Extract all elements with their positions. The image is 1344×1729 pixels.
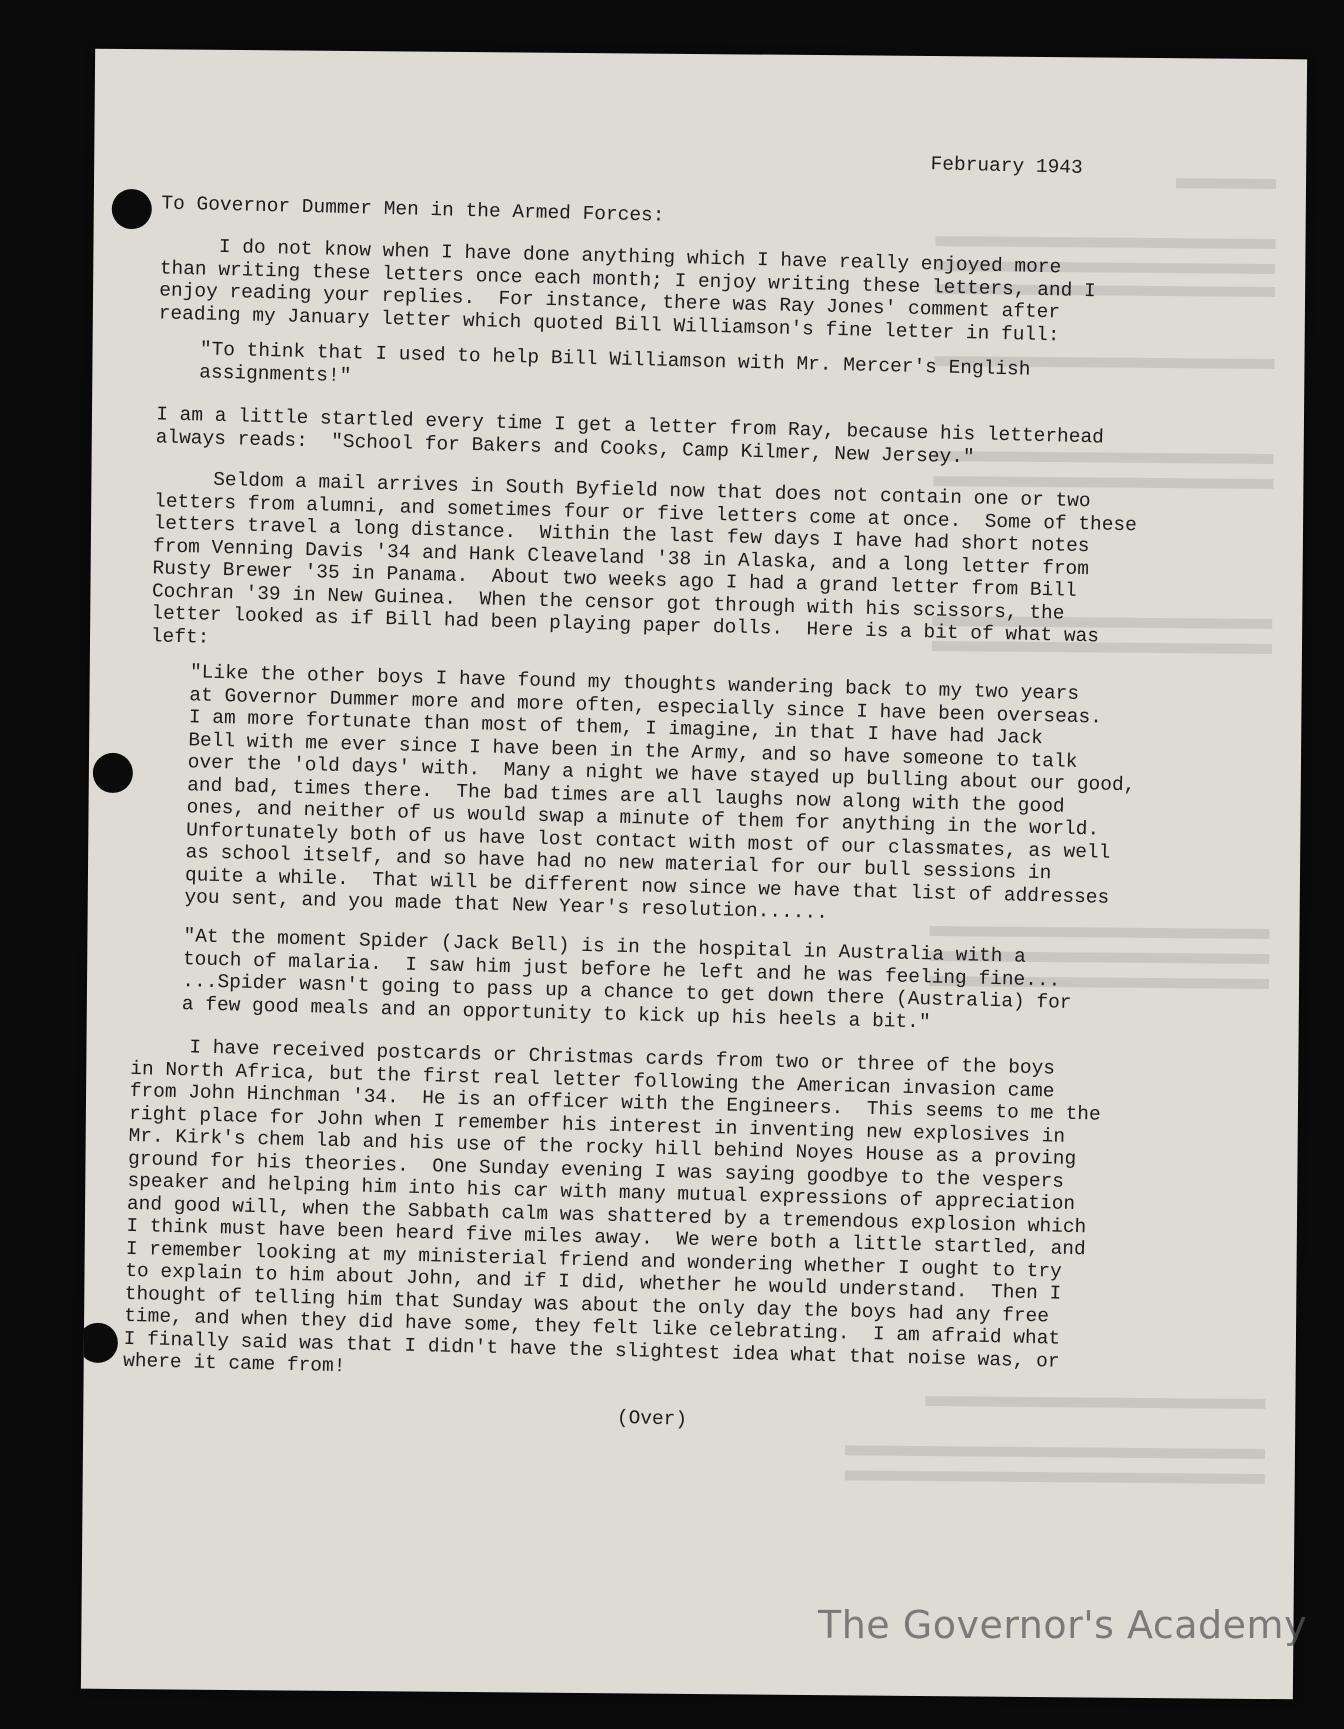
letter-salutation: To Governor Dummer Men in the Armed Forces: xyxy=(161,192,665,227)
quote-bill-cochran-2: "At the moment Spider (Jack Bell) is in the hospital in Australia with a touch of malaria. I saw him just before he left and he was feeling fine... ...Spider wasn't going to pass up a chance to get down there (Australia) for a few good meals and an opportunity to kick up his heels a bit." xyxy=(181,925,1072,1033)
paragraph-2: I am a little startled every time I get a letter from Ray, because his letterhead always reads: "School for Bakers and Cooks, Camp Kilmer, New Jersey." xyxy=(155,403,1105,468)
letter-page xyxy=(81,49,1307,1700)
paragraph-3: Seldom a mail arrives in South Byfield now that does not contain one or two letters from alumni, and sometimes four or five letters come at once. Some of these letters travel a long distance. Within the last few days I have had short notes from Venning Davis '34 and Hank Cleaveland '38 in Alaska, and a long letter from Rusty Brewer '35 in Panama. About two weeks ago I had a grand letter from Bill Cochran '39 in New Guinea. When the censor got through with his scissors, the letter looked as if Bill had been playing paper dolls. Here is a bit of what was left: xyxy=(150,467,1138,649)
paragraph-4: I have received postcards or Christmas cards from two or three of the boys in North Africa, but the first real letter following the American invasion came from John Hinchman '34. He is an officer with the Engineers. This seems to me the right place for John when I remember his interest in inventing new explosives in Mr. Kirk's chem lab and his use of the rocky hill behind Noyes House as a proving ground for his theories. One Sunday evening I was saying goodbye to the vespers speaker and helping him into his car with many mutual expressions of appreciation and good will, when the Sabbath calm was shattered by a tremendous explosion which I think must have been heard five miles away. We were both a little startled, and I remember looking at my ministerial friend and wondering whether I ought to try to explain to him about John, and if I did, whether he would understand. Then I thought of telling him that Sunday was about the only day the boys had any free time, and when they did have some, they felt like celebrating. I am afraid what I finally said was that I didn't have the slightest idea what that noise was, or where it came from! xyxy=(122,1034,1101,1378)
letter-date: February 1943 xyxy=(930,153,1083,179)
watermark-text: The Governor's Academy xyxy=(818,1603,1308,1647)
paragraph-1: I do not know when I have done anything which I have really enjoyed more than writing these letters once each month; I enjoy writing these letters, and I enjoy reading your replies. For instance, there was Ray Jones' comment after reading my January letter which quoted Bill Williamson's fine letter in full: xyxy=(158,234,1096,346)
quote-bill-cochran-1: "Like the other boys I have found my thoughts wandering back to my two years at Governor Dummer more and more often, especially since I have been overseas. I am more fortunate than most of them, I imagine, in that I have had Jack Bell with me ever since I have been in the Army, and so have someone to talk over the 'old days' with. Many a night we have stayed up bulling about our good, and bad, times there. The bad times are all laughs now along with the good ones, and neither of us would swap a minute of them for anything in the world. Unfortunately both of us have lost contact with most of our classmates, as well as school itself, and so have had no new material for our bull sessions in quite a while. That will be different now since we have that list of addresses you sent, and you made that New Year's resolution...... xyxy=(184,661,1136,924)
quote-ray-jones: "To think that I used to help Bill Williamson with Mr. Mercer's English assignments!" xyxy=(199,338,1031,387)
over-indicator: (Over) xyxy=(616,1406,688,1431)
typewritten-body xyxy=(81,49,1307,1700)
